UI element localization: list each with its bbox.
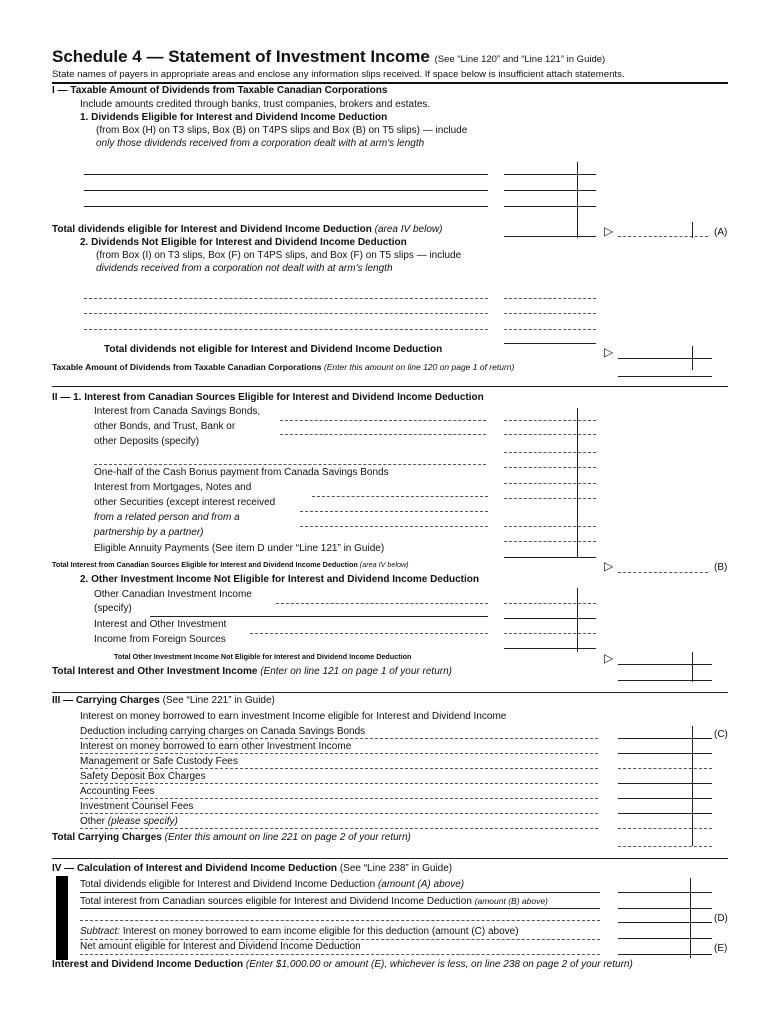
taxable-amount-field[interactable]: [618, 376, 712, 377]
non-eligible-amount-field-1[interactable]: [504, 298, 596, 299]
mortgages-amount-3[interactable]: [504, 526, 596, 527]
carrying-other-interest-field[interactable]: [80, 753, 598, 754]
calc-line-subtract-rule: [80, 939, 600, 940]
total-eligible-dividends-label: Total dividends eligible for Interest and Dividend Income Deduction (area IV below): [52, 224, 443, 235]
arrow-right-icon: ▷: [604, 559, 614, 573]
carrying-management-field[interactable]: [80, 768, 598, 769]
total-not-eligible-result-field[interactable]: [618, 358, 712, 359]
cents-divider: [577, 588, 578, 652]
interest-extra-amount[interactable]: [504, 452, 596, 453]
interest-line-other-bonds: other Bonds, and Trust, Bank or: [94, 421, 236, 432]
dividend-payer-field-3[interactable]: [84, 206, 488, 207]
carrying-other-field[interactable]: [80, 828, 598, 829]
calc-line-subtract: Subtract: Interest on money borrowed to earn income eligible for this deduction (amount (C) above): [80, 926, 519, 937]
cents-divider: [577, 408, 578, 558]
carrying-line-safety-box: Safety Deposit Box Charges: [80, 771, 206, 782]
cents-divider: [692, 726, 693, 846]
non-eligible-payer-field-2[interactable]: [84, 313, 488, 314]
section1-intro: Include amounts credited through banks, trust companies, brokers and estates.: [80, 99, 431, 110]
carrying-accounting-field[interactable]: [80, 798, 598, 799]
carrying-line-management: Management or Safe Custody Fees: [80, 756, 238, 767]
carrying-line-other: Other (please specify): [80, 816, 178, 827]
section1-item1-note-b: only those dividends received from a corporation dealt with at arm's length: [96, 138, 425, 149]
code-d: (D): [714, 913, 728, 924]
total-carrying-label: Total Carrying Charges (Enter this amount on line 221 on page 2 of your return): [52, 832, 411, 843]
cents-divider: [577, 162, 578, 238]
section1-item2-heading: 2. Dividends Not Eligible for Interest and Dividend Income Deduction: [80, 237, 407, 248]
other-specify-field[interactable]: [150, 616, 488, 617]
carrying-line-other-interest: Interest on money borrowed to earn other Investment Income: [80, 741, 352, 752]
interest-deposits-amount[interactable]: [504, 434, 596, 435]
partnership-line: partnership by a partner): [94, 527, 204, 538]
section1-item1-note-a: (from Box (H) on T3 slips, Box (B) on T4PS slips and Box (B) on T5 slips) — include: [96, 125, 468, 136]
carrying-line-counsel: Investment Counsel Fees: [80, 801, 194, 812]
calc-line-interest: Total interest from Canadian sources eligible for Interest and Dividend Income Deduction (amount (B) above): [80, 896, 548, 907]
calc-line-net-rule: [80, 954, 600, 955]
cents-divider: [692, 222, 693, 238]
section4-marker-bar: [56, 876, 68, 960]
carrying-amount-6[interactable]: [618, 813, 712, 814]
calc-subtract-amount[interactable]: [618, 938, 712, 939]
carrying-amount-2[interactable]: [618, 753, 712, 754]
dividend-amount-field-2[interactable]: [504, 190, 596, 191]
total-not-eligible-dividends-label: Total dividends not eligible for Interest and Dividend Income Deduction: [104, 344, 443, 355]
section3-heading: III — Carrying Charges (See “Line 221” in Guide): [52, 695, 275, 706]
carrying-amount-5[interactable]: [618, 798, 712, 799]
carrying-counsel-field[interactable]: [80, 813, 598, 814]
carrying-line-accounting: Accounting Fees: [80, 786, 155, 797]
carrying-amount-7[interactable]: [618, 828, 712, 829]
section1-item2-note-b: dividends received from a corporation not dealt with at arm's length: [96, 263, 393, 274]
securities-line: other Securities (except interest received: [94, 497, 276, 508]
foreign-interest-line: Interest and Other Investment: [94, 619, 227, 630]
form-title: Schedule 4 — Statement of Investment Income (See “Line 120” and “Line 121” in Guide): [52, 47, 606, 66]
form-instructions: State names of payers in appropriate areas and enclose any information slips received. If space below is insufficient attach statements.: [52, 69, 625, 80]
arrow-right-icon: ▷: [604, 345, 614, 359]
code-a: (A): [714, 227, 728, 238]
amount-b-field[interactable]: [618, 572, 708, 573]
taxable-amount-label: Taxable Amount of Dividends from Taxable Canadian Corporations (Enter this amount on line 120 on page 1 of return): [52, 362, 515, 372]
other-canadian-field[interactable]: [276, 603, 488, 604]
mortgages-line: Interest from Mortgages, Notes and: [94, 482, 252, 493]
cents-divider: [690, 878, 691, 958]
interest-csb-amount[interactable]: [504, 420, 596, 421]
other-canadian-amount[interactable]: [504, 603, 596, 604]
section1-item1-heading: 1. Dividends Eligible for Interest and Dividend Income Deduction: [80, 112, 388, 123]
dividend-amount-field-1[interactable]: [504, 174, 596, 175]
calc-dividends-amount[interactable]: [618, 892, 712, 893]
section1-rule: [52, 386, 728, 387]
amount-d-field[interactable]: [618, 922, 712, 923]
other-canadian-line: Other Canadian Investment Income: [94, 589, 252, 600]
total-interest-field[interactable]: [618, 680, 712, 681]
amount-c-field[interactable]: [618, 738, 712, 739]
other-specify-amount[interactable]: [504, 618, 596, 619]
total-other-investment-field[interactable]: [504, 648, 596, 649]
section3-rule: [52, 858, 728, 859]
carrying-eligible-field[interactable]: [80, 738, 598, 739]
dividend-amount-field-3[interactable]: [504, 206, 596, 207]
cents-divider: [692, 346, 693, 370]
interest-csb-field[interactable]: [280, 420, 486, 421]
total-carrying-field[interactable]: [618, 846, 712, 847]
section1-item2-note-a: (from Box (I) on T3 slips, Box (F) on T4PS slips, and Box (F) on T5 slips — include: [96, 250, 462, 261]
section2-heading: II — 1. Interest from Canadian Sources Eligible for Interest and Dividend Income Deduction: [52, 392, 484, 403]
total-other-investment-label: Total Other Investment Income Not Eligible for Interest and Dividend Income Deduction: [114, 652, 412, 661]
carrying-amount-4[interactable]: [618, 783, 712, 784]
code-b: (B): [714, 562, 728, 573]
annuity-amount[interactable]: [504, 541, 596, 542]
annuity-line: Eligible Annuity Payments (See item D under “Line 121” in Guide): [94, 543, 385, 554]
carrying-line-eligible-a: Interest on money borrowed to earn investment Income eligible for Interest and Dividend Income: [80, 711, 507, 722]
mortgages-field-2[interactable]: [300, 511, 488, 512]
calc-line-dividends: Total dividends eligible for Interest and Dividend Income Deduction (amount (A) above): [80, 879, 465, 890]
amount-e-field[interactable]: [618, 954, 712, 955]
related-person-line: from a related person and from a: [94, 512, 240, 523]
total-other-result-field[interactable]: [618, 664, 712, 665]
foreign-income-amount[interactable]: [504, 633, 596, 634]
non-eligible-amount-field-3[interactable]: [504, 329, 596, 330]
dividend-payer-field-1[interactable]: [84, 174, 488, 175]
interest-deposits-field[interactable]: [280, 434, 486, 435]
mortgages-field-1[interactable]: [312, 496, 488, 497]
total-not-eligible-dividends-field[interactable]: [504, 343, 596, 344]
form-title-note: (See “Line 120” and “Line 121” in Guide): [434, 54, 606, 65]
code-c: (C): [714, 729, 728, 740]
carrying-amount-3[interactable]: [618, 768, 712, 769]
non-eligible-payer-field-1[interactable]: [84, 298, 488, 299]
other-specify-line: (specify): [94, 603, 132, 614]
calc-line-dividends-rule: [80, 892, 600, 893]
calc-interest-amount[interactable]: [618, 908, 712, 909]
arrow-right-icon: ▷: [604, 651, 614, 665]
total-interest-eligible-field[interactable]: [504, 557, 596, 558]
total-interest-label: Total Interest and Other Investment Income (Enter on line 121 on page 1 of your return): [52, 666, 452, 677]
calc-line-blank: [80, 920, 600, 921]
section2-rule: [52, 692, 728, 693]
section2-item2-heading: 2. Other Investment Income Not Eligible for Interest and Dividend Income Deduction: [80, 574, 479, 585]
mortgages-amount-1[interactable]: [504, 483, 596, 484]
header-rule: [52, 82, 728, 84]
interest-extra-field[interactable]: [94, 464, 486, 465]
cash-bonus-amount[interactable]: [504, 467, 596, 468]
foreign-income-line: Income from Foreign Sources: [94, 634, 226, 645]
dividend-payer-field-2[interactable]: [84, 190, 488, 191]
carrying-line-eligible-b: Deduction including carrying charges on Canada Savings Bonds: [80, 726, 366, 737]
section4-heading: IV — Calculation of Interest and Dividend Income Deduction (See “Line 238” in Guide): [52, 863, 453, 874]
carrying-safety-box-field[interactable]: [80, 783, 598, 784]
interest-line-deposits: other Deposits (specify): [94, 436, 200, 447]
non-eligible-amount-field-2[interactable]: [504, 313, 596, 314]
arrow-right-icon: ▷: [604, 224, 614, 238]
mortgages-amount-2[interactable]: [504, 498, 596, 499]
section1-heading: I — Taxable Amount of Dividends from Taxable Canadian Corporations: [52, 85, 388, 96]
code-e: (E): [714, 943, 728, 954]
interest-line-csb: Interest from Canada Savings Bonds,: [94, 406, 261, 417]
mortgages-field-3[interactable]: [300, 526, 488, 527]
amount-a-field[interactable]: [618, 236, 708, 237]
non-eligible-payer-field-3[interactable]: [84, 329, 488, 330]
foreign-income-field[interactable]: [250, 633, 488, 634]
calc-line-interest-rule: [80, 908, 600, 909]
cents-divider: [692, 652, 693, 682]
total-eligible-dividends-field[interactable]: [504, 236, 596, 237]
cash-bonus-line: One-half of the Cash Bonus payment from Canada Savings Bonds: [94, 467, 389, 478]
total-interest-eligible-label: Total Interest from Canadian Sources Eligible for Interest and Dividend Income Deduction (area IV below): [52, 560, 409, 569]
final-deduction-label: Interest and Dividend Income Deduction (Enter $1,000.00 or amount (E), whichever is less, on line 238 on page 2 of your return): [52, 959, 633, 970]
calc-line-net: Net amount eligible for Interest and Dividend Income Deduction: [80, 941, 361, 952]
